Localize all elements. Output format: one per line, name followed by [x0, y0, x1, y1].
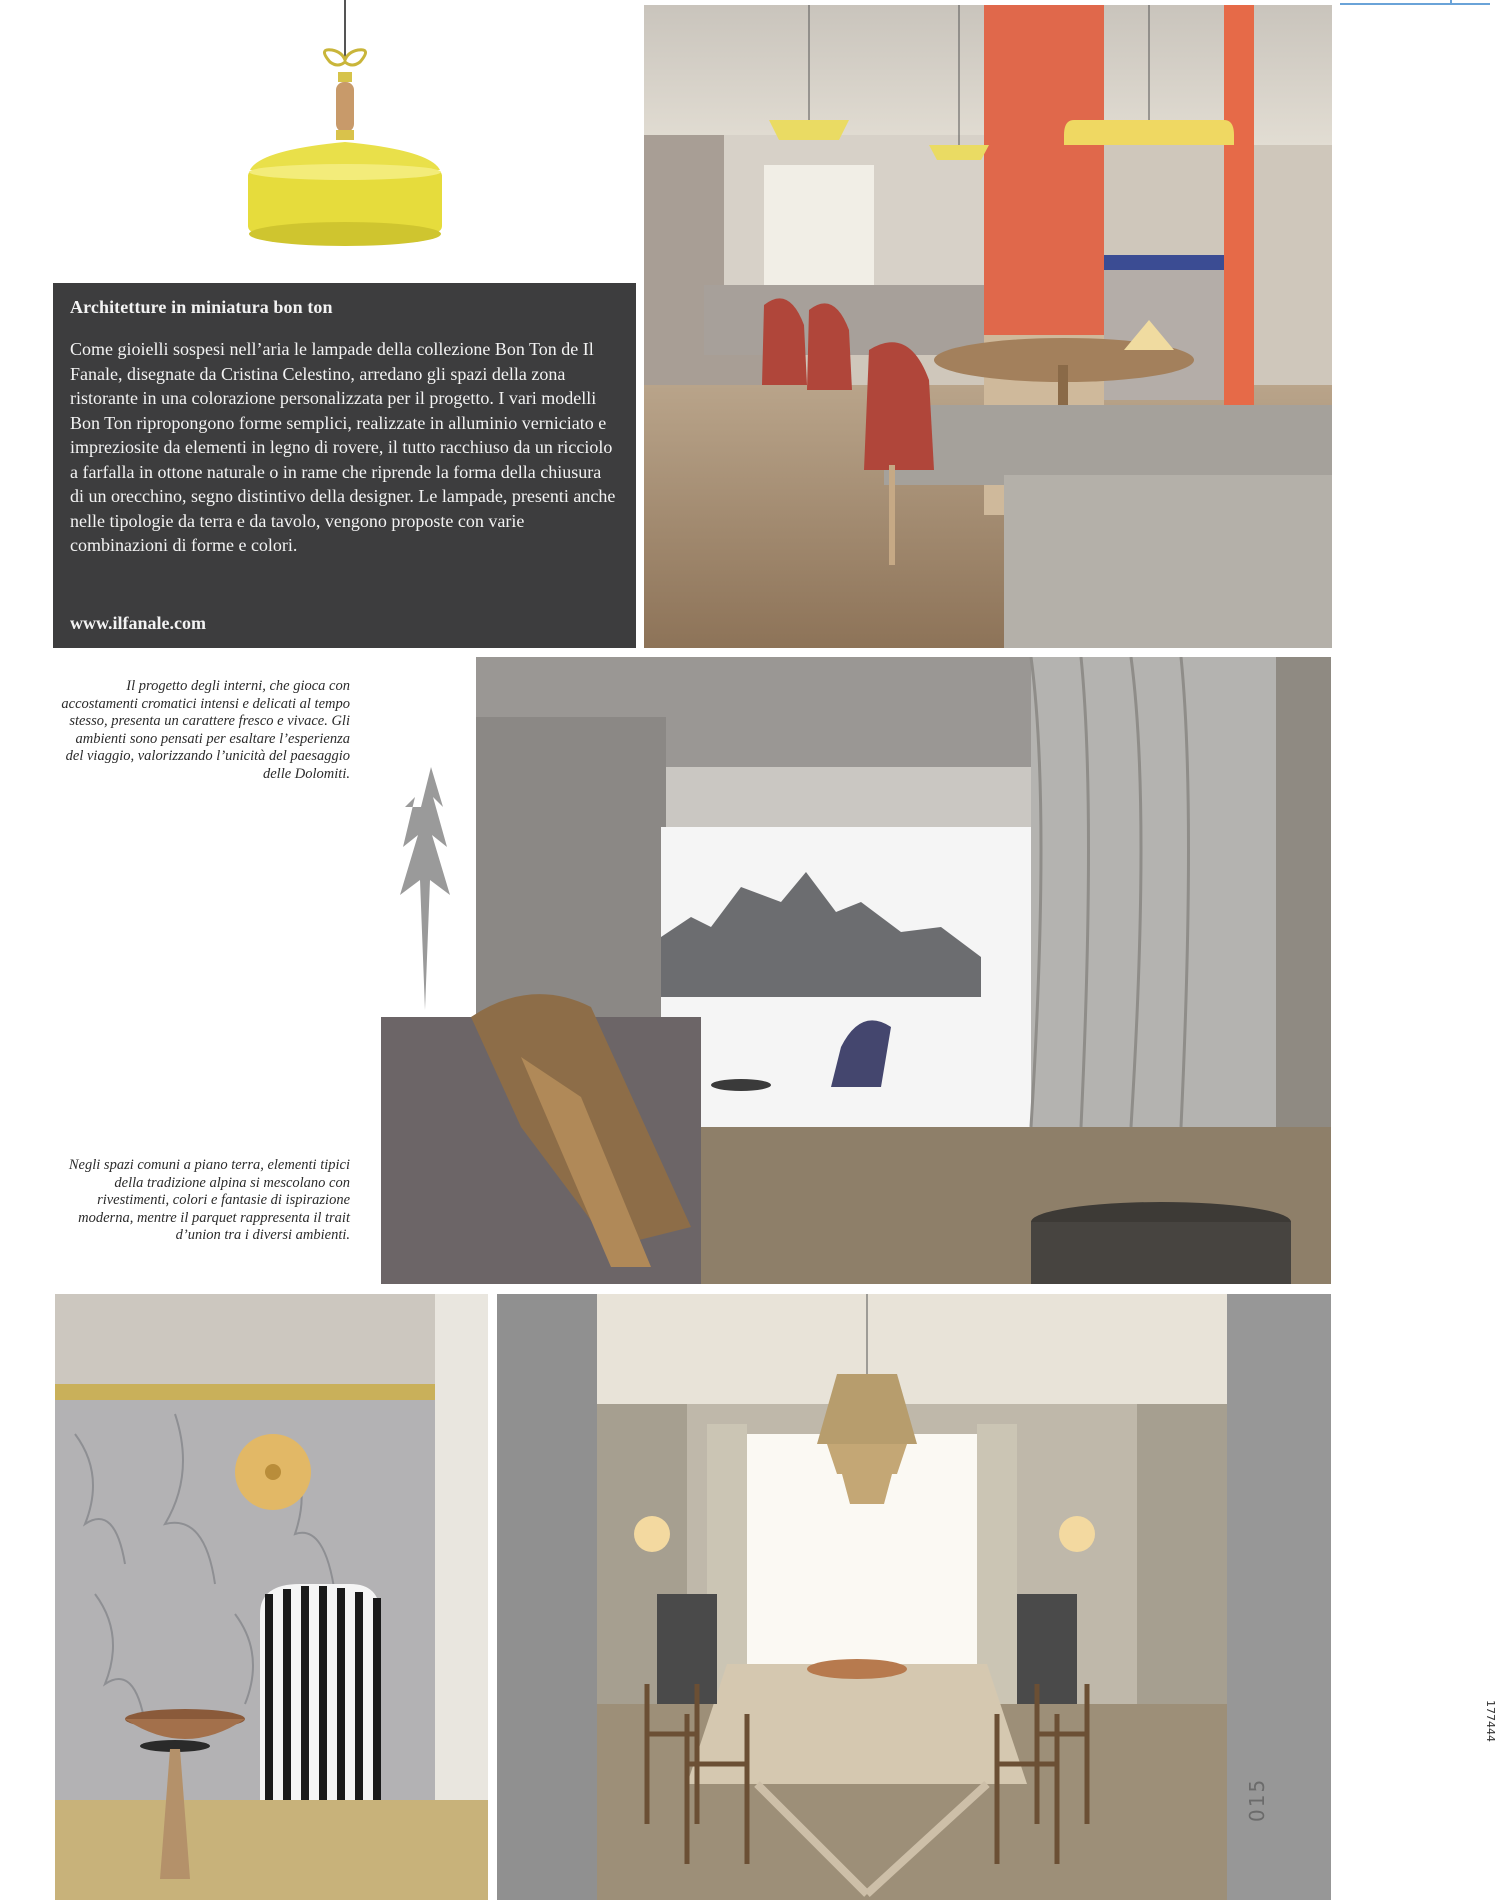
corner-mark: [1340, 0, 1490, 5]
caption-interior-project: Il progetto degli interni, che gioca con accostamenti cromatici intensi e delicati al tempo stesso, presenta un carattere fresco e vivace. Gli ambienti sono pensati per esaltare l’esperienza del viaggio, valorizzando l’unicità del paesaggio delle Dolomiti.: [61, 678, 350, 782]
caption-common-spaces: Negli spazi comuni a piano terra, elementi tipici della tradizione alpina si mescolano con rivestimenti, colori e fantasie di ispirazione moderna, mentre il parquet rappresenta il trait d’union tra i diversi ambienti.: [68, 1157, 350, 1244]
bon-ton-pendant-lamp: [190, 0, 500, 260]
info-box-url[interactable]: www.ilfanale.com: [70, 613, 206, 633]
info-box: [53, 283, 636, 648]
page-number: 015: [1245, 1777, 1269, 1822]
pendant-lamp-icon: [190, 0, 500, 260]
info-box-title: Architetture in miniatura bon ton: [70, 297, 333, 317]
bench-corner-photo: [55, 1294, 488, 1900]
lounge-photo: [381, 657, 1331, 1284]
side-code: 177444: [1484, 1700, 1497, 1742]
info-box-body: Come gioielli sospesi nell’aria le lampade della collezione Bon Ton de Il Fanale, disegnate da Cristina Celestino, arredano gli spazi della zona ristorante in una colorazione personalizzata per il progetto. I vari modelli Bon Ton ripropongono forme semplici, realizzate in alluminio verniciato e impreziosite da elementi in legno di rovere, il tutto racchiuso da un ricciolo a farfalla in ottone naturale o in rame che riprende la forma della chiusura di un orecchino, segno distintivo della designer. Le lampade, presenti anche nelle tipologie da terra e da tavolo, vengono proposte con varie combinazioni di forme e colori.: [70, 339, 616, 555]
restaurant-photo: [644, 5, 1332, 648]
dining-room-photo: [497, 1294, 1331, 1900]
